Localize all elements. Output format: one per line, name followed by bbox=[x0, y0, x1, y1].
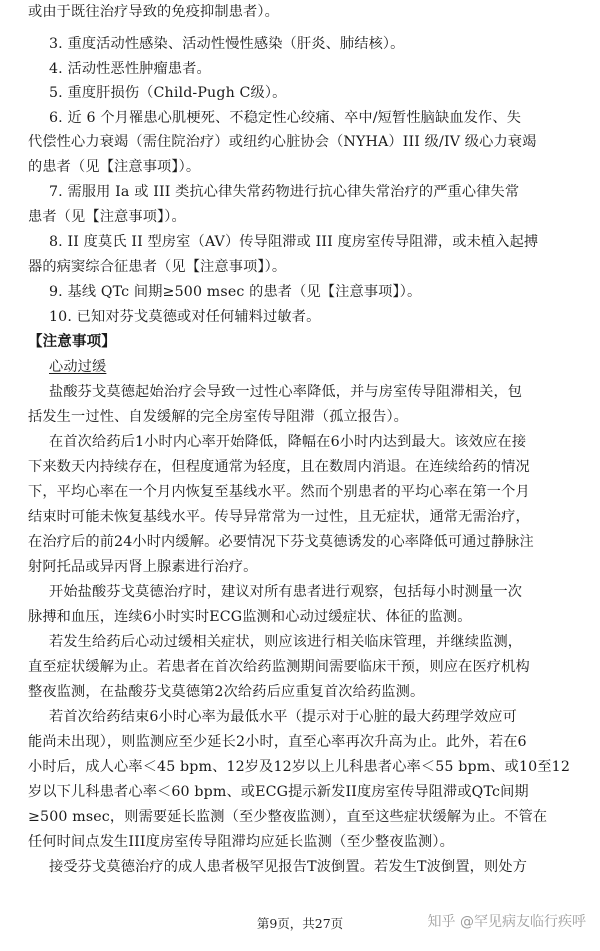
page-number: 第9页，共27页 bbox=[256, 916, 344, 931]
text-line: 任何时间点发生III度房室传导阻滞均应延长监测（至少整夜监测）。 bbox=[28, 834, 454, 850]
text-line: 在首次给药后1小时内心率开始降低，降幅在6小时内达到最大。该效应在接 bbox=[49, 434, 527, 450]
text-line: 整夜监测，在盐酸芬戈莫德第2次给药后应重复首次给药监测。 bbox=[28, 684, 425, 700]
text-line: 括发生一过性、自发缓解的完全房室传导阻滞（孤立报告）。 bbox=[28, 409, 409, 425]
text-line: 若首次给药结束6小时心率为最低水平（提示对于心脏的最大药理学效应可 bbox=[49, 709, 517, 725]
text-line: 小时后，成人心率＜45 bpm、12岁及12岁以上儿科患者心率＜55 bpm、或10至12 bbox=[28, 759, 571, 775]
text-line: 接受芬戈莫德治疗的成人患者极罕见报告T波倒置。若发生T波倒置，则处方 bbox=[49, 859, 528, 875]
text-line: 10. 已知对芬戈莫德或对任何辅料过敏者。 bbox=[49, 309, 321, 325]
text-line: 脉搏和血压，连续6小时实时ECG监测和心动过缓症状、体征的监测。 bbox=[28, 609, 472, 625]
text-line: 6. 近 6 个月罹患心肌梗死、不稳定性心绞痛、卒中/短暂性脑缺血发作、失 bbox=[49, 110, 522, 126]
text-line: 岁以下儿科患者心率＜60 bpm、或ECG提示新发II度房室传导阻滞或QTc间期 bbox=[28, 784, 529, 800]
subsection-heading: 心动过缓 bbox=[49, 359, 107, 375]
text-line: 直至症状缓解为止。若患者在首次给药监测期间需要临床干预，则应在医疗机构 bbox=[28, 659, 530, 675]
text-line: 下，平均心率在一个月内恢复至基线水平。然而个别患者的平均心率在第一个月 bbox=[28, 484, 530, 500]
text-line: 盐酸芬戈莫德起始治疗会导致一过性心率降低，并与房室传导阻滞相关，包 bbox=[49, 384, 523, 400]
text-line: 开始盐酸芬戈莫德治疗时，建议对所有患者进行观察，包括每小时测量一次 bbox=[49, 584, 523, 600]
text-line: 能尚未出现），则监测应至少延长2小时，直至心率再次升高为止。此外，若在6 bbox=[28, 734, 527, 750]
text-line: 的患者（见【注意事项】）。 bbox=[28, 159, 201, 175]
text-line: 代偿性心力衰竭（需住院治疗）或纽约心脏协会（NYHA）III 级/IV 级心力衰竭 bbox=[28, 134, 537, 150]
text-line: 器的病窦综合征患者（见【注意事项】）。 bbox=[28, 259, 287, 275]
text-line: 下来数天内持续存在，但程度通常为轻度，且在数周内消退。在连续给药的情况 bbox=[28, 459, 530, 475]
watermark: 知乎 @罕见病友临行疾呼 bbox=[427, 914, 586, 930]
text-line: 3. 重度活动性感染、活动性慢性感染（肝炎、肺结核）。 bbox=[49, 36, 405, 52]
text-line: 患者（见【注意事项】）。 bbox=[28, 209, 186, 225]
text-line: 若发生给药后心动过缓相关症状，则应该进行相关临床管理，并继续监测， bbox=[49, 634, 523, 650]
text-line: 8. II 度莫氏 II 型房室（AV）传导阻滞或 III 度房室传导阻滞，或未植入起搏 bbox=[49, 234, 539, 250]
text-line: 4. 活动性恶性肿瘤患者。 bbox=[49, 61, 211, 77]
text-line: 5. 重度肝损伤（Child-Pugh C级）。 bbox=[49, 85, 287, 101]
text-line: 射阿托品或异丙肾上腺素进行治疗。 bbox=[28, 559, 258, 575]
text-line: 或由于既往治疗导致的免疫抑制患者）。 bbox=[28, 4, 279, 20]
text-line: 结束时可能未恢复基线水平。传导异常常为一过性，且无症状，通常无需治疗， bbox=[28, 509, 530, 525]
section-heading: 【注意事项】 bbox=[28, 334, 116, 350]
text-line: 7. 需服用 Ia 或 III 类抗心律失常药物进行抗心律失常治疗的严重心律失常 bbox=[49, 184, 520, 200]
text-line: 9. 基线 QTc 间期≥500 msec 的患者（见【注意事项】）。 bbox=[49, 284, 422, 300]
text-line: 在治疗后的前24小时内缓解。必要情况下芬戈莫德诱发的心率降低可通过静脉注 bbox=[28, 534, 534, 550]
text-line: ≥500 msec，则需要延长监测（至少整夜监测），直至这些症状缓解为止。不管在 bbox=[28, 809, 548, 825]
